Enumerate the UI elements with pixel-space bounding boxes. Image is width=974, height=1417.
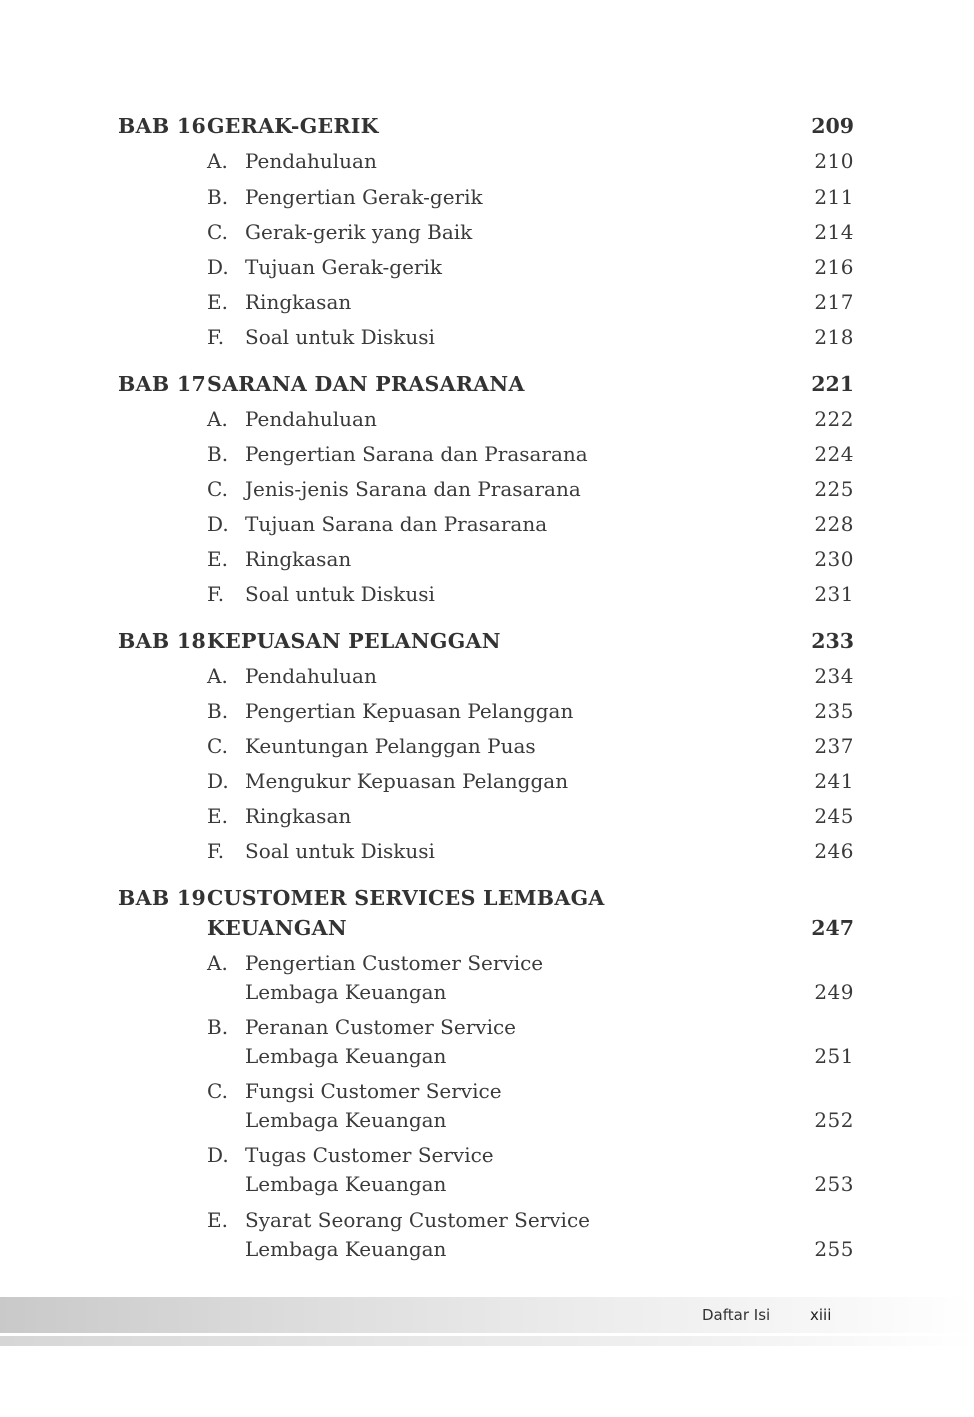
chapter-heading [0,626,974,656]
chapter-heading [0,883,974,913]
item-letter: E. [207,290,228,314]
item-page-number: 218 [814,325,854,349]
item-page-number: 251 [814,1044,854,1068]
item-page-number: 217 [814,290,854,314]
chapter-label: BAB 16 [118,114,207,138]
item-letter: A. [207,664,228,688]
item-page-number: 235 [814,699,854,723]
item-page-number: 253 [814,1172,854,1196]
toc-item [0,404,974,434]
item-letter: D. [207,512,229,536]
toc-item-continued [0,977,974,1007]
chapter-page-number: 221 [811,372,854,396]
item-letter: C. [207,477,228,501]
item-letter: C. [207,1079,228,1103]
item-letter: D. [207,769,229,793]
footer-divider [0,1336,974,1346]
item-title: Pengertian Customer Service [245,951,544,975]
item-title: Pendahuluan [245,407,377,431]
item-title: Ringkasan [245,804,352,828]
item-page-number: 224 [814,442,854,466]
chapter-page-number: 233 [811,629,854,653]
item-title: Tujuan Sarana dan Prasarana [245,512,548,536]
toc-item [0,474,974,504]
toc-item-continued [0,1169,974,1199]
item-page-number: 252 [814,1108,854,1132]
item-page-number: 234 [814,664,854,688]
chapter-title: KEPUASAN PELANGGAN [207,629,501,653]
item-title: Lembaga Keuangan [245,1237,447,1261]
chapter-title: CUSTOMER SERVICES LEMBAGA [207,886,605,910]
toc-item [0,1012,974,1042]
item-title: Ringkasan [245,547,352,571]
toc-item [0,217,974,247]
toc-item [0,696,974,726]
toc-item [0,1205,974,1235]
item-letter: B. [207,442,229,466]
toc-item [0,948,974,978]
item-title: Jenis-jenis Sarana dan Prasarana [245,477,581,501]
item-page-number: 245 [814,804,854,828]
item-letter: A. [207,951,228,975]
toc-item [0,287,974,317]
item-title: Pengertian Gerak-gerik [245,185,483,209]
item-title: Tujuan Gerak-gerik [245,255,443,279]
item-title: Keuntungan Pelanggan Puas [245,734,536,758]
chapter-title: GERAK-GERIK [207,114,379,138]
toc-item [0,801,974,831]
item-page-number: 231 [814,582,854,606]
toc-item [0,731,974,761]
toc-item [0,836,974,866]
item-title: Lembaga Keuangan [245,1108,447,1132]
item-letter: F. [207,582,225,606]
item-title: Pengertian Kepuasan Pelanggan [245,699,574,723]
item-page-number: 211 [814,185,854,209]
chapter-label: BAB 17 [118,372,207,396]
item-letter: B. [207,699,229,723]
item-letter: A. [207,407,228,431]
toc-item-continued [0,1234,974,1264]
toc-item [0,322,974,352]
toc-item [0,252,974,282]
toc-item [0,661,974,691]
item-title: Peranan Customer Service [245,1015,516,1039]
item-title: Lembaga Keuangan [245,1172,447,1196]
toc-item-continued [0,1105,974,1135]
item-page-number: 255 [814,1237,854,1261]
chapter-title: KEUANGAN [207,916,347,940]
chapter-heading-continued [0,913,974,943]
item-page-number: 241 [814,769,854,793]
item-title: Gerak-gerik yang Baik [245,220,473,244]
chapter-title: SARANA DAN PRASARANA [207,372,525,396]
item-title: Fungsi Customer Service [245,1079,502,1103]
item-letter: A. [207,149,228,173]
item-letter: B. [207,1015,229,1039]
item-letter: E. [207,804,228,828]
item-letter: C. [207,734,228,758]
chapter-page-number: 209 [811,114,854,138]
chapter-heading [0,369,974,399]
item-letter: B. [207,185,229,209]
toc-item [0,1140,974,1170]
item-title: Soal untuk Diskusi [245,325,435,349]
item-title: Soal untuk Diskusi [245,839,435,863]
toc-item [0,579,974,609]
item-page-number: 237 [814,734,854,758]
item-title: Ringkasan [245,290,352,314]
toc-item [0,439,974,469]
toc-item [0,182,974,212]
chapter-label: BAB 19 [118,886,207,910]
item-title: Pendahuluan [245,664,377,688]
item-page-number: 249 [814,980,854,1004]
item-letter: F. [207,839,225,863]
item-letter: C. [207,220,228,244]
item-letter: D. [207,255,229,279]
item-title: Pengertian Sarana dan Prasarana [245,442,588,466]
item-page-number: 210 [814,149,854,173]
chapter-label: BAB 18 [118,629,207,653]
toc-item [0,509,974,539]
item-page-number: 230 [814,547,854,571]
item-page-number: 228 [814,512,854,536]
item-page-number: 216 [814,255,854,279]
chapter-page-number: 247 [811,916,854,940]
item-title: Lembaga Keuangan [245,980,447,1004]
item-page-number: 214 [814,220,854,244]
item-letter: E. [207,1208,228,1232]
item-title: Tugas Customer Service [245,1143,494,1167]
item-page-number: 225 [814,477,854,501]
item-title: Mengukur Kepuasan Pelanggan [245,769,569,793]
item-title: Soal untuk Diskusi [245,582,435,606]
toc-item [0,766,974,796]
toc-item [0,1076,974,1106]
item-title: Lembaga Keuangan [245,1044,447,1068]
item-title: Syarat Seorang Customer Service [245,1208,590,1232]
footer-page-number: xiii [810,1306,832,1324]
item-page-number: 222 [814,407,854,431]
item-title: Pendahuluan [245,149,377,173]
toc-item-continued [0,1041,974,1071]
item-page-number: 246 [814,839,854,863]
item-letter: F. [207,325,225,349]
toc-item [0,544,974,574]
toc-item [0,146,974,176]
footer-section-label: Daftar Isi [702,1306,771,1324]
chapter-heading [0,111,974,141]
item-letter: D. [207,1143,229,1167]
item-letter: E. [207,547,228,571]
